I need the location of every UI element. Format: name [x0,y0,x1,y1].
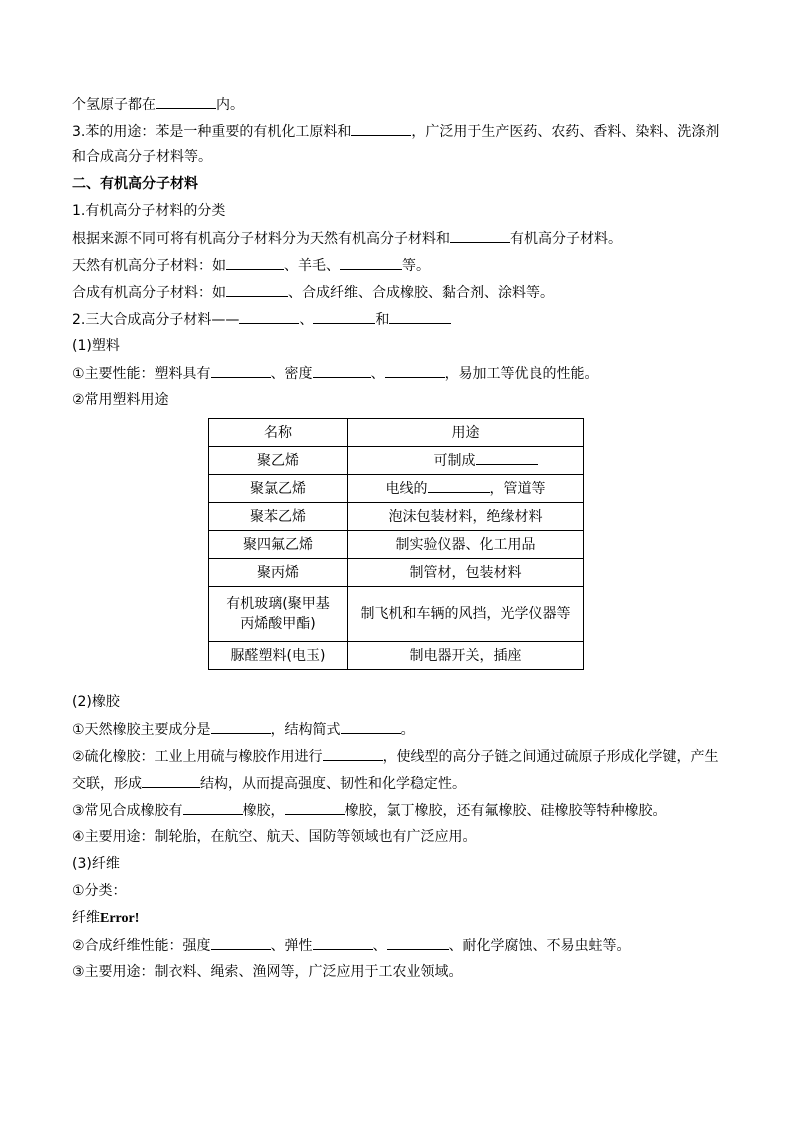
line-fiber-error [72,908,139,928]
cell-name: 脲醛塑料(电玉) [209,642,348,670]
text: 和 [375,312,390,328]
cell-use: 制电器开关，插座 [348,642,584,670]
text: 有机高分子材料。 [510,231,622,247]
text: 橡胶，氯丁橡胶，还有氟橡胶、硅橡胶等特种橡胶。 [344,803,667,819]
cell-use: 泡沫包装材料，绝缘材料 [348,503,584,531]
text: 交联，形成 [72,776,142,792]
heading-plastics: (1)塑料 [72,338,120,354]
table-header-name: 名称 [209,419,348,447]
text: ③常见合成橡胶有 [72,803,183,819]
text: ，易加工等优良的性能。 [444,366,599,382]
line-synthetic-rubber [72,800,667,820]
text: 、耐化学腐蚀、不易虫蛀等。 [448,938,631,954]
text: 可制成 [433,453,476,469]
text: 有机玻璃(聚甲基 [226,596,330,612]
cell-use [348,475,584,503]
table-row [209,642,584,670]
fill-blank[interactable] [450,228,510,243]
table-row [209,447,584,475]
text: 橡胶， [242,803,285,819]
line-fiber-uses: ③主要用途：制衣料、绳索、渔网等，广泛应用于工农业领域。 [72,964,463,980]
line-natural-rubber [72,719,415,739]
table-row [209,503,584,531]
table-row [209,559,584,587]
fill-blank[interactable] [323,746,383,761]
line-synthetic-polymers [72,282,554,302]
cell-name: 聚乙烯 [209,447,348,475]
text: 、 [372,938,387,954]
fill-blank[interactable] [351,121,411,136]
text: 内。 [216,97,244,113]
cell-use [348,447,584,475]
fill-blank[interactable] [285,800,345,815]
line-synthetic-fiber-properties [72,935,631,955]
line-rubber-uses: ④主要用途：制轮胎，在航空、航天、国防等领域也有广泛应用。 [72,829,477,845]
text: 、羊毛、 [284,258,340,274]
subsection-classification: 1.有机高分子材料的分类 [72,203,226,219]
heading-fiber: (3)纤维 [72,856,120,872]
cell-name: 聚四氟乙烯 [209,531,348,559]
fill-blank[interactable] [211,935,271,950]
line-natural-polymers [72,255,430,275]
fill-blank[interactable] [226,255,284,270]
text: 纤维 [72,910,100,926]
line-fiber-classification: ①分类： [72,883,127,899]
fill-blank[interactable] [313,309,375,324]
fill-blank[interactable] [183,800,243,815]
line-benzene-use-cont: 和合成高分子材料等。 [72,149,212,165]
fill-blank[interactable] [239,309,299,324]
text: 3.苯的用途：苯是一种重要的有机化工原料和 [72,124,352,140]
line-vulcanized-rubber [72,746,719,766]
text: 电线的 [385,481,428,497]
text: ，广泛用于生产医药、农药、香料、染料、洗涤剂 [411,124,720,140]
text: ，结构简式 [270,722,341,738]
fill-blank[interactable] [313,363,371,378]
text: 天然有机高分子材料：如 [72,258,226,274]
fill-blank[interactable] [313,935,373,950]
cell-name: 聚氯乙烯 [209,475,348,503]
heading-rubber: (2)橡胶 [72,694,120,710]
text: 、 [299,312,314,328]
fill-blank[interactable] [156,94,216,109]
text: ②硫化橡胶：工业上用硫与橡胶作用进行 [72,749,323,765]
plastics-uses-table [208,418,584,670]
text: 根据来源不同可将有机高分子材料分为天然有机高分子材料和 [72,231,450,247]
fill-blank[interactable] [389,309,451,324]
cell-use: 制实验仪器、化工用品 [348,531,584,559]
table-row [209,531,584,559]
fill-blank[interactable] [387,935,449,950]
text: 、密度 [270,366,313,382]
text: 。 [400,722,415,738]
text: 合成有机高分子材料：如 [72,285,226,301]
text: 、合成纤维、合成橡胶、黏合剂、涂料等。 [288,285,554,301]
table-header-row [209,419,584,447]
fill-blank[interactable] [142,773,200,788]
table-row [209,475,584,503]
text: 2.三大合成高分子材料—— [72,312,240,328]
fill-blank[interactable] [385,363,445,378]
line-vulcanized-rubber-cont [72,773,466,793]
fill-blank[interactable] [476,450,538,465]
error-text: Error! [100,911,140,926]
text: 、 [370,366,385,382]
text: 等。 [402,258,430,274]
text: ①天然橡胶主要成分是 [72,722,211,738]
line-classification-source [72,228,622,248]
line-benzene-use [72,121,719,141]
cell-name [209,587,348,642]
cell-use: 制管材，包装材料 [348,559,584,587]
text: 、弹性 [270,938,313,954]
subsection-three-synthetic [72,309,451,329]
text: ①主要性能：塑料具有 [72,366,211,382]
table-row [209,587,584,642]
text: 个氢原子都在 [72,97,156,113]
text: 丙烯酸甲酯) [240,616,316,632]
fill-blank[interactable] [341,719,401,734]
text: ，使线型的高分子链之间通过硫原子形成化学键，产生 [382,749,719,765]
cell-use: 制飞机和车辆的风挡，光学仪器等 [348,587,584,642]
fill-blank[interactable] [211,363,271,378]
text: 结构，从而提高强度、韧性和化学稳定性。 [200,776,466,792]
text: ，管道等 [489,481,546,497]
fill-blank[interactable] [226,282,288,297]
cell-name: 聚苯乙烯 [209,503,348,531]
section-heading-polymer-materials: 二、有机高分子材料 [72,176,198,192]
fill-blank[interactable] [211,719,271,734]
line-plastics-properties [72,363,599,383]
fill-blank[interactable] [428,478,490,493]
fill-blank[interactable] [340,255,402,270]
line-benzene-structure [72,94,244,114]
cell-name: 聚丙烯 [209,559,348,587]
line-plastics-uses-heading: ②常用塑料用途 [72,392,169,408]
table-header-use: 用途 [348,419,584,447]
text: ②合成纤维性能：强度 [72,938,211,954]
